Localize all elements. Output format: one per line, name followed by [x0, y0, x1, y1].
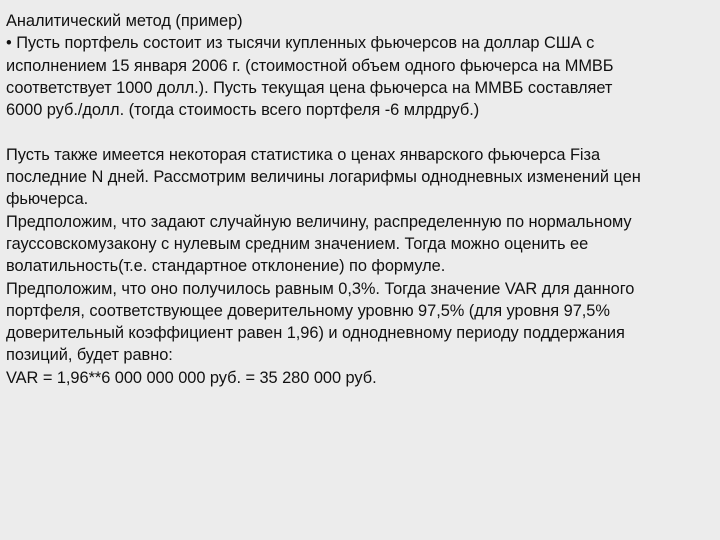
- slide-content: [6, 10, 714, 389]
- text-line: Пусть также имеется некоторая статистика о ценах январского фьючерса Fiза: [6, 145, 601, 164]
- bullet-paragraph-line: 6000 руб./долл. (тогда стоимость всего портфеля -6 млрдруб.): [6, 101, 480, 120]
- paragraph-gap: [6, 121, 714, 143]
- text-line: гауссовскомузакону с нулевым средним значением. Тогда можно оценить ее: [6, 234, 589, 253]
- var-formula-line: VAR = 1,96**6 000 000 000 руб. = 35 280 000 руб.: [6, 368, 377, 387]
- text-line: позиций, будет равно:: [6, 346, 173, 365]
- text-line: Предположим, что задают случайную величину, распределенную по нормальному: [6, 212, 632, 231]
- bullet-paragraph-line: • Пусть портфель состоит из тысячи купленных фьючерсов на доллар США с: [6, 34, 595, 53]
- slide-title: Аналитический метод (пример): [6, 12, 243, 30]
- text-line: портфеля, соответствующее доверительному уровню 97,5% (для уровня 97,5%: [6, 301, 610, 320]
- bullet-paragraph-line: исполнением 15 января 2006 г. (стоимостной объем одного фьючерса на ММВБ: [6, 56, 614, 75]
- text-line: Предположим, что оно получилось равным 0,3%. Тогда значение VAR для данного: [6, 279, 635, 298]
- text-line: фьючерса.: [6, 190, 89, 209]
- text-line: волатильность(т.е. стандартное отклонение) по формуле.: [6, 257, 446, 276]
- text-line: последние N дней. Рассмотрим величины логарифмы однодневных изменений цен: [6, 168, 641, 187]
- bullet-paragraph-line: соответствует 1000 долл.). Пусть текущая цена фьючерса на ММВБ составляет: [6, 78, 613, 97]
- text-line: доверительный коэффициент равен 1,96) и однодневному периоду поддержания: [6, 324, 625, 343]
